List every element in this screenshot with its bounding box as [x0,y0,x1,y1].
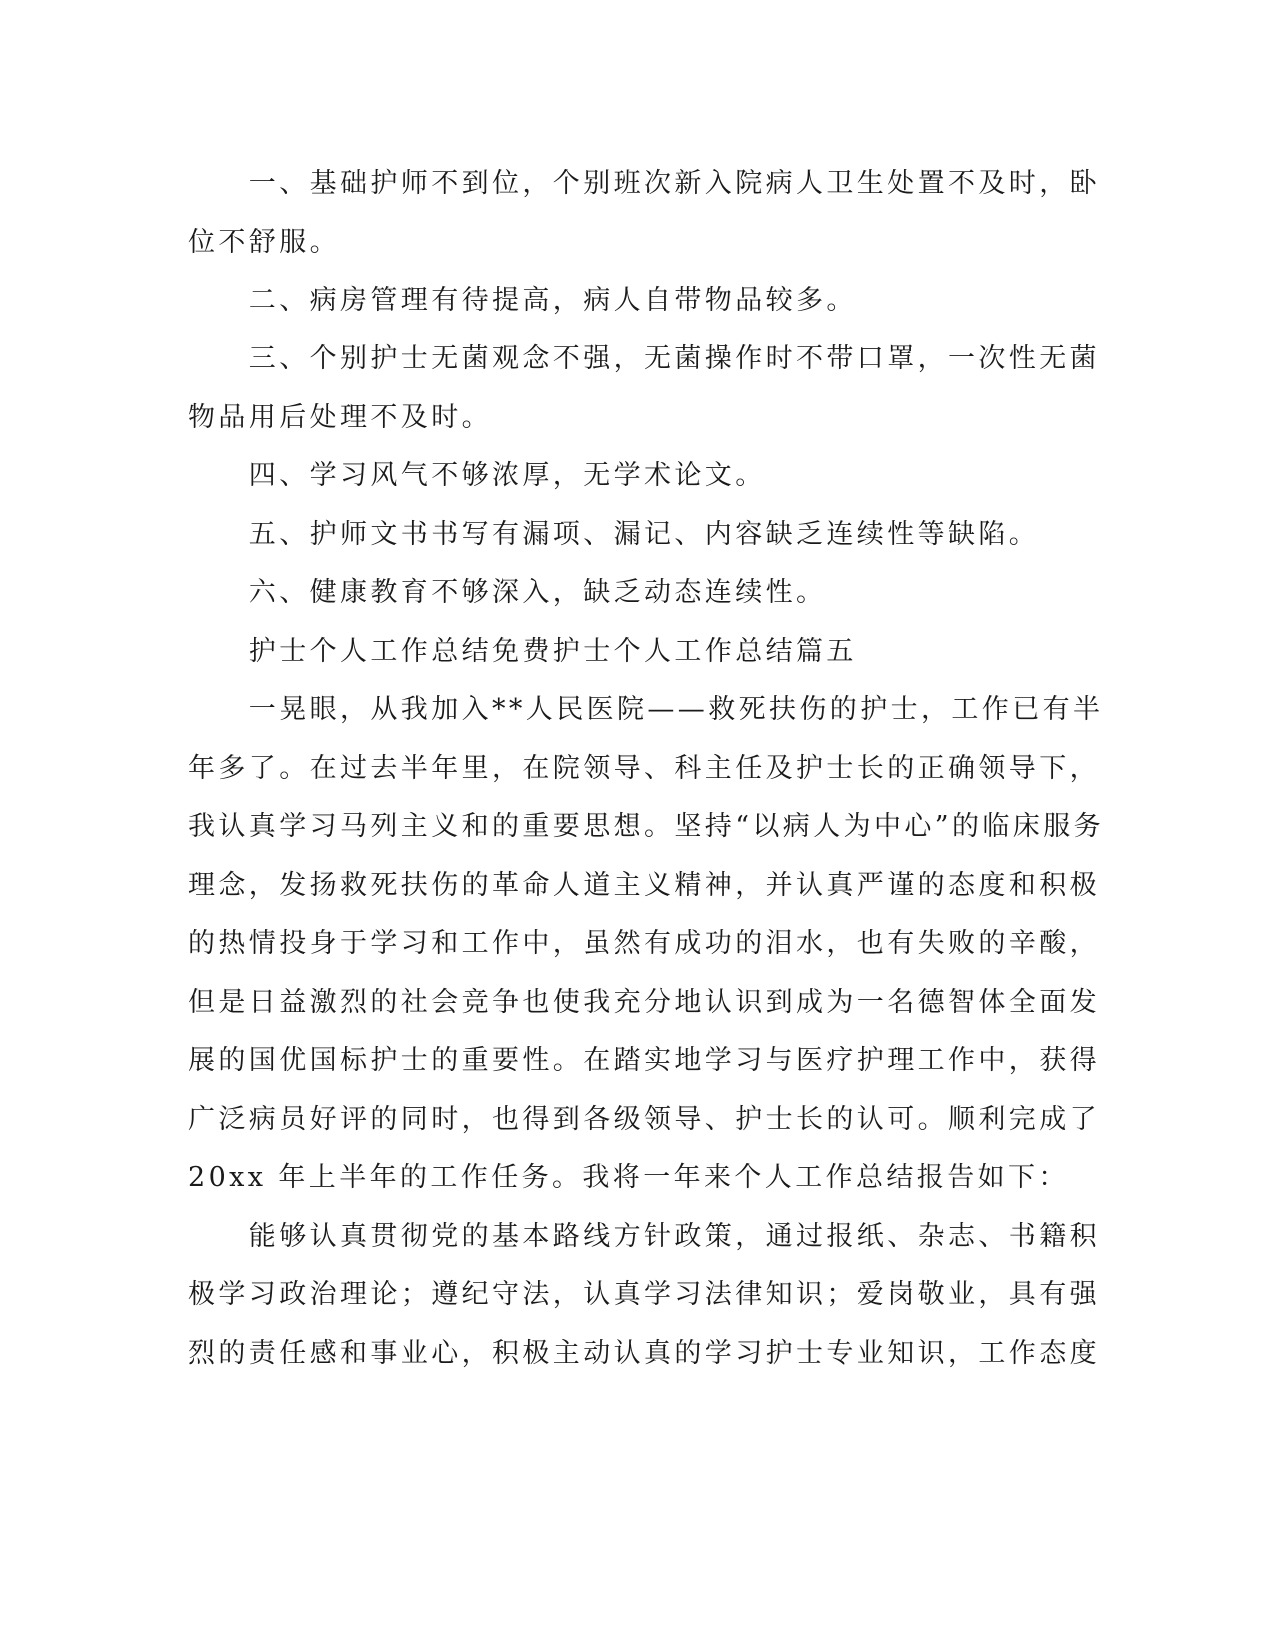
text-line: 烈的责任感和事业心，积极主动认真的学习护士专业知识，工作态度 [188,1338,1100,1369]
text-line: 二、病房管理有待提高，病人自带物品较多。 [188,285,857,316]
text-line: 但是日益激烈的社会竞争也使我充分地认识到成为一名德智体全面发 [188,987,1100,1018]
text-line: 一晃眼，从我加入**人民医院——救死扶伤的护士，工作已有半 [188,694,1104,725]
text-line: 物品用后处理不及时。 [188,402,492,433]
text-line: 我认真学习马列主义和的重要思想。坚持“以病人为中心”的临床服务 [188,811,1105,842]
text-line: 能够认真贯彻党的基本路线方针政策，通过报纸、杂志、书籍积 [188,1221,1100,1252]
text-line: 极学习政治理论；遵纪守法，认真学习法律知识；爱岗敬业，具有强 [188,1279,1100,1310]
text-line: 20xx 年上半年的工作任务。我将一年来个人工作总结报告如下： [188,1162,1069,1193]
text-line: 理念，发扬救死扶伤的革命人道主义精神，并认真严谨的态度和积极 [188,870,1100,901]
text-line: 四、学习风气不够浓厚，无学术论文。 [188,460,766,491]
text-line: 的热情投身于学习和工作中，虽然有成功的泪水，也有失败的辛酸， [188,928,1100,959]
text-line: 六、健康教育不够深入，缺乏动态连续性。 [188,577,827,608]
text-line: 一、基础护师不到位，个别班次新入院病人卫生处置不及时，卧 [188,168,1100,199]
text-line: 三、个别护士无菌观念不强，无菌操作时不带口罩，一次性无菌 [188,343,1100,374]
text-line: 展的国优国标护士的重要性。在踏实地学习与医疗护理工作中，获得 [188,1045,1100,1076]
text-line: 广泛病员好评的同时，也得到各级领导、护士长的认可。顺利完成了 [188,1104,1100,1135]
text-line: 五、护师文书书写有漏项、漏记、内容缺乏连续性等缺陷。 [188,519,1040,550]
text-line: 位不舒服。 [188,227,340,258]
text-line: 年多了。在过去半年里，在院领导、科主任及护士长的正确领导下， [188,753,1100,784]
section-heading: 护士个人工作总结免费护士个人工作总结篇五 [188,636,857,667]
